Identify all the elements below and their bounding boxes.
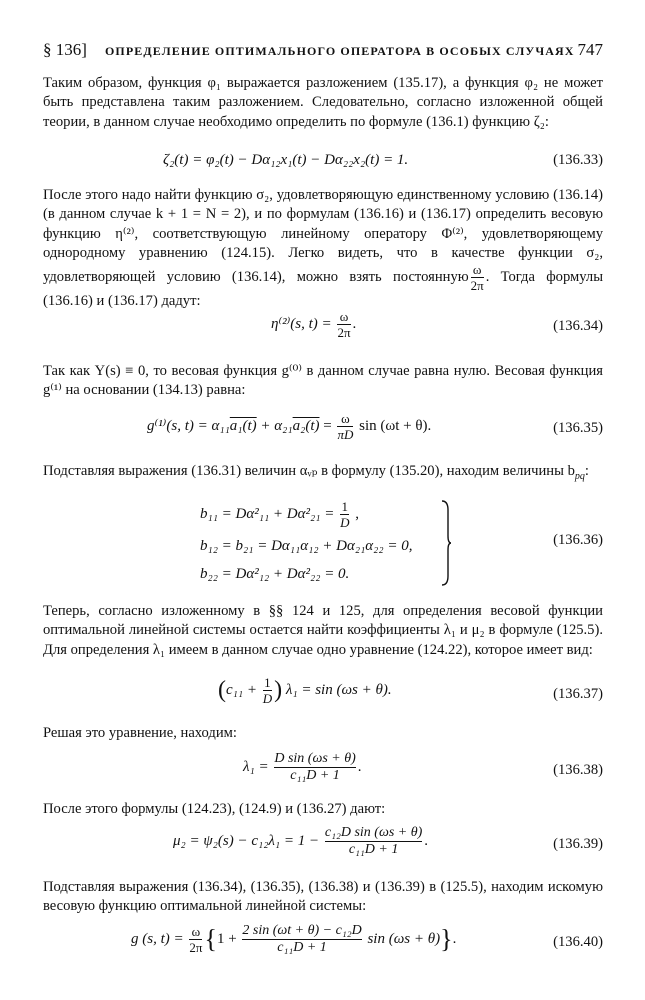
left-paren: (	[218, 677, 226, 704]
equation-row-text: b₁₁ = Dα²₁₁ + Dα²₂₁ =	[200, 506, 335, 523]
overlined-term: a₂(t)	[292, 418, 320, 435]
equation-fraction	[325, 826, 422, 857]
equation-term: c₁₁ +	[226, 682, 257, 699]
equation-body	[271, 310, 356, 339]
equation-136-40	[43, 924, 603, 968]
fraction-denominator: D	[340, 514, 350, 530]
fraction-numerator: ω	[341, 411, 350, 426]
fraction-numerator: 2 sin (ωt + θ) − c₁₂D	[242, 923, 362, 938]
equation-body: g (s, t) = $\frac{\omega}{2\pi}$ {1 + $\frac{\text{2 sin (ωt + θ) − c₁₂D}}{\text{c₁₁D + 1}}$ sin (ωs + θ)}.	[131, 923, 457, 955]
paragraph-4-text: Подставляя выражения (136.31) величин αᵥₚ в формулу (135.20), находим величины b	[43, 463, 575, 479]
fraction-numerator: ω	[472, 262, 482, 278]
equation-mid: + α₂₁	[256, 418, 293, 435]
fraction-denominator: πD	[337, 426, 354, 442]
paragraph-8: Подставляя выражения (136.34), (136.35), (136.38) и (136.39) в (125.5), находим искомую весовую функцию оптимальной линейной системы:	[43, 879, 603, 915]
equation-136-36	[43, 500, 603, 590]
equation-body	[243, 752, 362, 783]
fraction-numerator: c₁₂D sin (ωs + θ)	[324, 825, 423, 840]
equation-label: (136.40)	[553, 934, 603, 950]
inline-fraction	[471, 263, 484, 292]
equation-tail: sin (ωt + θ).	[355, 418, 432, 435]
equation-row-3: b₂₂ = Dα²₁₂ + Dα²₂₂ = 0.	[200, 566, 350, 582]
equation-lhs: λ₁ =	[243, 759, 269, 776]
equation-fraction	[263, 676, 272, 705]
equation-row-2: b₁₂ = b₂₁ = Dα₁₁α₁₂ + Dα₂₁α₂₂ = 0,	[200, 538, 413, 554]
equation-label: (136.34)	[553, 318, 603, 334]
section-ref: § 136]	[43, 40, 87, 59]
equation-136-34	[43, 308, 603, 348]
paragraph-4	[43, 462, 603, 486]
right-brace-icon	[441, 500, 451, 586]
fraction-numerator: ω	[191, 924, 201, 940]
paragraph-7: После этого формулы (124.23), (124.9) и (136.27) дают:	[43, 801, 386, 817]
equation-label: (136.39)	[553, 836, 603, 852]
running-title: ОПРЕДЕЛЕНИЕ ОПТИМАЛЬНОГО ОПЕРАТОРА В ОСОБЫХ СЛУЧАЯХ	[105, 44, 575, 58]
fraction-denominator: c₁₁D + 1	[242, 939, 361, 956]
right-paren: )	[274, 677, 283, 704]
paragraph-1: Таким образом, функция φ₁ выражается разложением (135.17), а функция φ₂ не может быть представлена таким разложением. Следовательно, согласно изложенной общей теории, в данном случае необходимо определить по формуле (136.1) функцию ζ₂:	[43, 75, 603, 130]
equals-sign: =	[319, 418, 336, 435]
fraction-denominator: 2π	[337, 324, 351, 340]
equation-lhs: η⁽²⁾(s, t) =	[271, 316, 332, 333]
equation-tail: sin (ωs + θ)	[367, 931, 441, 948]
equation-136-35	[43, 410, 603, 450]
equation-fraction	[337, 310, 350, 339]
equation-label: (136.36)	[553, 532, 603, 548]
equation-label: (136.38)	[553, 762, 603, 778]
page-number: 747	[577, 40, 603, 59]
equation-136-38	[43, 752, 603, 792]
page-header	[43, 40, 603, 64]
equation-label: (136.37)	[553, 686, 603, 702]
equation-body	[218, 676, 392, 705]
left-brace: {	[204, 924, 217, 954]
equation-136-33	[43, 150, 603, 174]
equation-label: (136.35)	[553, 420, 603, 436]
equation-row-1	[200, 500, 359, 529]
equation-body	[147, 412, 431, 441]
colon: :	[584, 463, 589, 479]
fraction-numerator: 1	[341, 499, 348, 514]
paragraph-2	[43, 186, 603, 312]
fraction-denominator: 2π	[189, 939, 203, 955]
equation-136-37	[43, 676, 603, 716]
equation-body: ζ₂(t) = φ₂(t) − Dα₁₂x₁(t) − Dα₂₂x₂(t) = 1.	[163, 152, 409, 168]
equation-lhs: g (s, t) =	[131, 931, 184, 948]
fraction-numerator: ω	[339, 309, 349, 324]
fraction-denominator: D	[262, 690, 273, 706]
paragraph-5: Теперь, согласно изложенному в §§ 124 и 125, для определения весовой функции оптимальной линейной системы остается найти коэффициенты λ₁ и μ₂ в формуле (125.5). Для определения λ₁ имеем в данном случае одно уравнение (124.22), которое имеет вид:	[43, 603, 603, 658]
equation-fraction	[337, 412, 353, 441]
equation-fraction	[340, 500, 349, 529]
equation-tail: ,	[351, 506, 359, 523]
overlined-term: a₁(t)	[229, 418, 257, 435]
equation-fraction	[242, 924, 361, 955]
paragraph-3: Так как Y(s) ≡ 0, то весовая функция g⁽⁰⁾ в данном случае равна нулю. Весовая функция g⁽¹⁾ на основании (134.13) равна:	[43, 363, 603, 399]
paragraph-2-tail: . Тогда формулы (136.16) и (136.17) дадут:	[43, 269, 604, 310]
equation-fraction	[274, 752, 355, 783]
right-brace: }	[440, 924, 453, 954]
equation-label: (136.33)	[553, 152, 603, 168]
fraction-numerator: 1	[264, 675, 271, 690]
equation-tail: λ₁ = sin (ωs + θ).	[285, 682, 392, 699]
equation-term: 1 +	[216, 931, 237, 948]
subscript: pq	[574, 470, 585, 482]
paragraph-6: Решая это уравнение, находим:	[43, 725, 237, 741]
equation-tail: .	[424, 833, 429, 850]
fraction-numerator: D sin (ωs + θ)	[274, 751, 356, 766]
fraction-denominator: c₁₁D + 1	[325, 841, 422, 858]
equation-body	[173, 826, 428, 857]
fraction-denominator: c₁₁D + 1	[274, 767, 355, 784]
equation-tail: .	[352, 316, 357, 333]
equation-tail: .	[357, 759, 362, 776]
equation-lhs: μ₂ = ψ₂(s) − c₁₂λ₁ = 1 −	[173, 833, 320, 850]
equation-136-39	[43, 826, 603, 866]
fraction-denominator: 2π	[470, 277, 484, 293]
paragraph-2-text: После этого надо найти функцию σ₂, удовлетворяющую единственному условию (136.14) (в данном случае k + 1 = N = 2), и по формулам (136.16) и (136.17) определить весовую функцию η⁽²⁾, соответствующую линейному оператору Φ⁽²⁾, удовлетворяющему однородному уравнению (124.15). Легко видеть, что в качестве функции σ₂, удовлетворяющей условию (136.14), можно взять постоянную	[43, 187, 603, 286]
equation-lhs: g⁽¹⁾(s, t) = α₁₁	[147, 418, 230, 435]
equation-fraction	[189, 925, 202, 954]
